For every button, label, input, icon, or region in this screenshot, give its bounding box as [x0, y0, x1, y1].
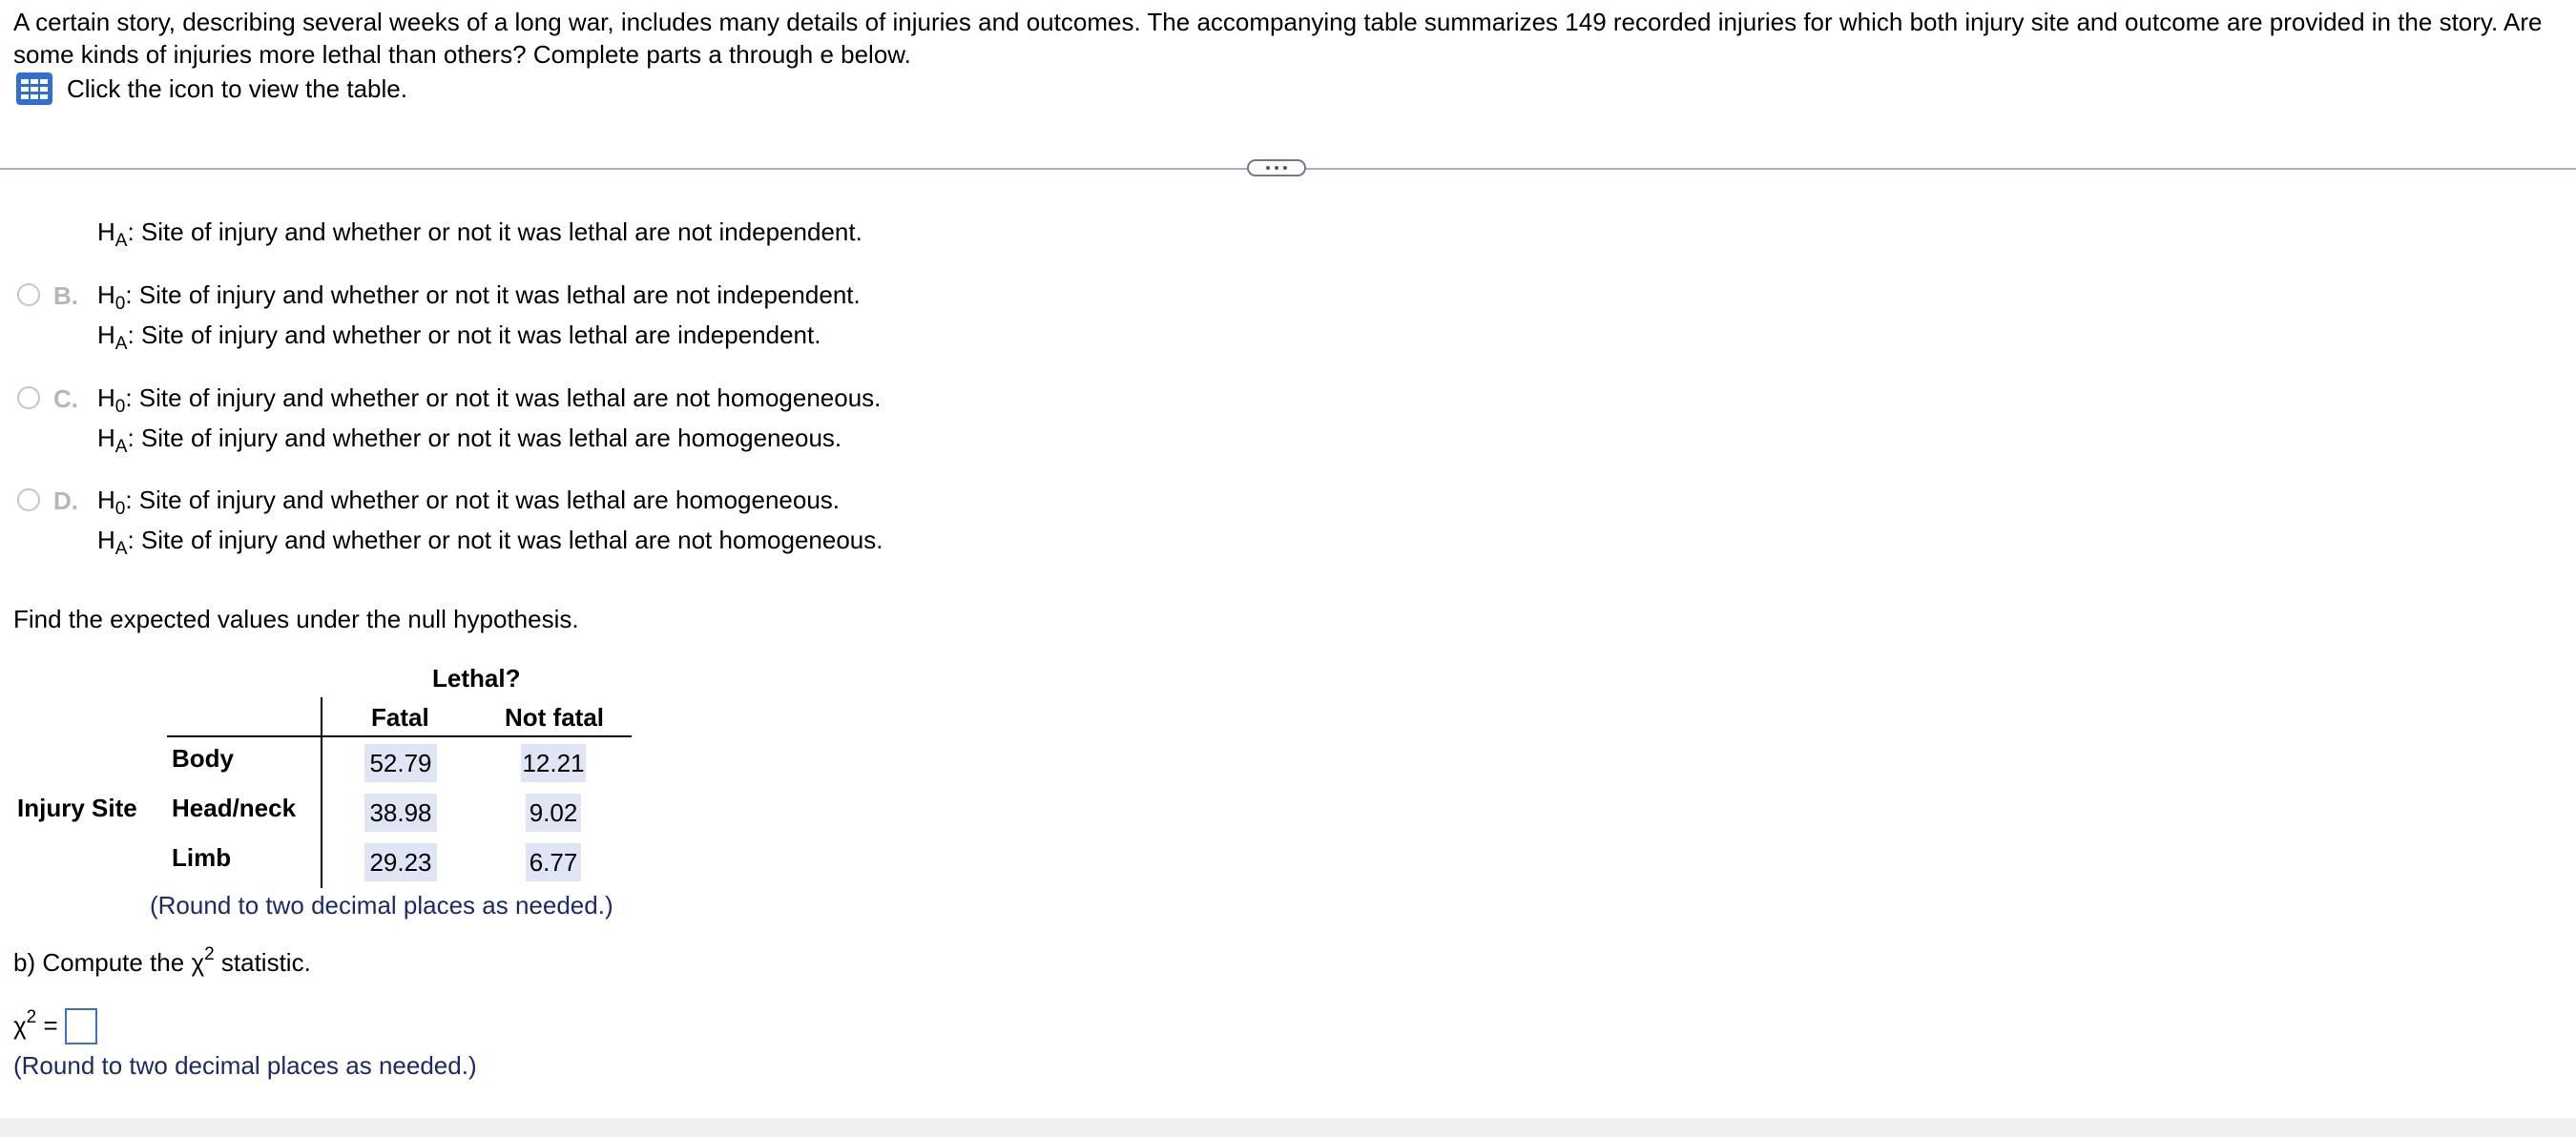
expected-limb-fatal[interactable]: 29.23 [364, 843, 437, 881]
expected-prompt: Find the expected values under the null hypothesis. [13, 605, 579, 633]
expected-limb-not-fatal[interactable]: 6.77 [526, 843, 581, 881]
table-icon[interactable] [15, 72, 53, 106]
expected-headneck-not-fatal[interactable]: 9.02 [526, 794, 581, 832]
question-intro: A certain story, describing several weeks of a long war, includes many details of injuries and outcomes. The accompanying table summarizes 149 recorded injuries for which both injury site and outcome are provided in the story. Are some kinds of injuries more lethal than others? Complete parts a through e below. [13, 8, 2543, 69]
option-d-letter: D. [53, 486, 78, 515]
chi-square-answer-input[interactable] [65, 1008, 97, 1044]
expected-body-not-fatal[interactable]: 12.21 [521, 744, 586, 782]
view-table-label[interactable]: Click the icon to view the table. [67, 73, 407, 103]
option-d-ha: $H_A$: Site of injury and whether or not it was lethal are not homogeneous. [97, 526, 883, 559]
column-header-not-fatal: Not fatal [505, 703, 604, 732]
part-b-prompt: b) Compute the $\chi^2$ statistic. [13, 944, 311, 977]
dot-icon [1275, 166, 1278, 170]
option-a-ha: $H_A$: Site of injury and whether or not it was lethal are not independent. [97, 217, 862, 251]
option-c-h0: $H_0$: Site of injury and whether or not it was lethal are not homogeneous. [97, 383, 882, 417]
row-label-head-neck: Head/neck [172, 794, 297, 822]
chi-square-label: $\chi^2$ = [13, 1007, 58, 1040]
dot-icon [1283, 166, 1287, 170]
option-d-radio[interactable] [17, 488, 40, 511]
round-note-table: (Round to two decimal places as needed.) [150, 891, 613, 920]
footer-bar [0, 1118, 2576, 1137]
table-vertical-rule [321, 697, 322, 888]
expected-body-fatal[interactable]: 52.79 [364, 744, 437, 782]
option-c-ha: $H_A$: Site of injury and whether or not it was lethal are homogeneous. [97, 424, 842, 457]
option-b-ha: $H_A$: Site of injury and whether or not it was lethal are independent. [97, 320, 821, 354]
option-b-letter: B. [53, 281, 78, 310]
dot-icon [1266, 166, 1270, 170]
option-d-h0: $H_0$: Site of injury and whether or not it was lethal are homogeneous. [97, 486, 841, 519]
option-c-letter: C. [53, 384, 78, 413]
table-horizontal-rule [167, 735, 632, 737]
option-b-radio[interactable] [17, 283, 40, 306]
column-header-fatal: Fatal [371, 703, 429, 732]
column-group-header: Lethal? [432, 664, 521, 693]
expand-more-button[interactable] [1247, 159, 1306, 176]
row-label-body: Body [172, 744, 234, 773]
row-label-limb: Limb [172, 843, 232, 872]
expected-headneck-fatal[interactable]: 38.98 [364, 794, 437, 832]
round-note-chi: (Round to two decimal places as needed.) [13, 1051, 477, 1080]
option-b-h0: $H_0$: Site of injury and whether or not it was lethal are not independent. [97, 280, 861, 314]
view-table-link[interactable] [15, 72, 407, 106]
option-c-radio[interactable] [17, 386, 40, 409]
row-group-header: Injury Site [17, 794, 137, 822]
